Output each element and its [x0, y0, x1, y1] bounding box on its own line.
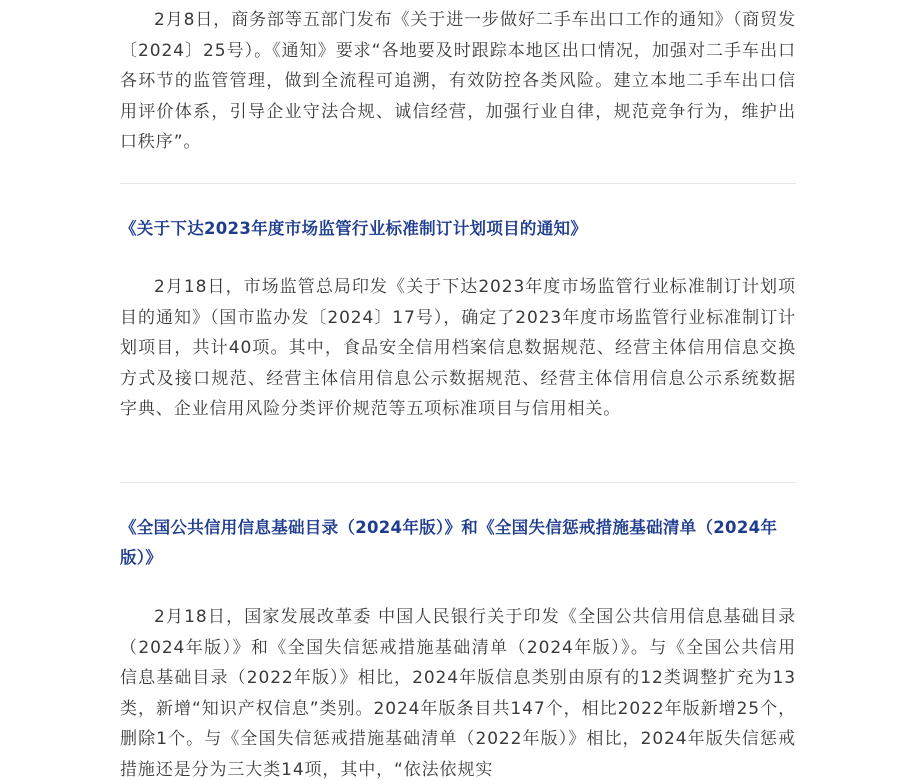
section-divider	[120, 482, 796, 483]
paragraph-credit-catalog: 2月18日，国家发展改革委 中国人民银行关于印发《全国公共信用信息基础目录（2024年版）》和《全国失信惩戒措施基础清单（2024年版）》。与《全国公共信用信息基础目录（2022年版）》相比，2024年版信息类别由原有的12类调整扩充为13类，新增“知识产权信息”类别。2024年版条目共147个，相比2022年版新增25个，删除1个。与《全国失信惩戒措施基础清单（2022年版）》相比，2024年版失信惩戒措施还是分为三大类14项，其中，“依法依规实	[120, 607, 796, 780]
paragraph-market-regulation-standards: 2月18日，市场监管总局印发《关于下达2023年度市场监管行业标准制订计划项目的通知》（国市监办发〔2024〕17号），确定了2023年度市场监管行业标准制订计划项目，共计40项。其中，食品安全信用档案信息数据规范、经营主体信用信息交换方式及接口规范、经营主体信用信息公示数据规范、经营主体信用信息公示系统数据字典、企业信用风险分类评价规范等五项标准项目与信用相关。	[120, 277, 796, 419]
paragraph-used-car-export: 2月8日，商务部等五部门发布《关于进一步做好二手车出口工作的通知》（商贸发〔2024〕25号）。《通知》要求“各地要及时跟踪本地区出口情况，加强对二手车出口各环节的监管管理，做到全流程可追溯，有效防控各类风险。建立本地二手车出口信用评价体系，引导企业守法合规、诚信经营，加强行业自律，规范竞争行为，维护出口秩序”。	[120, 10, 796, 152]
heading-market-regulation-standards: 《关于下达2023年度市场监管行业标准制订计划项目的通知》	[120, 219, 588, 238]
section-divider	[120, 183, 796, 184]
heading-credit-catalog: 《全国公共信用信息基础目录（2024年版）》和《全国失信惩戒措施基础清单（2024年版）》	[120, 518, 778, 567]
